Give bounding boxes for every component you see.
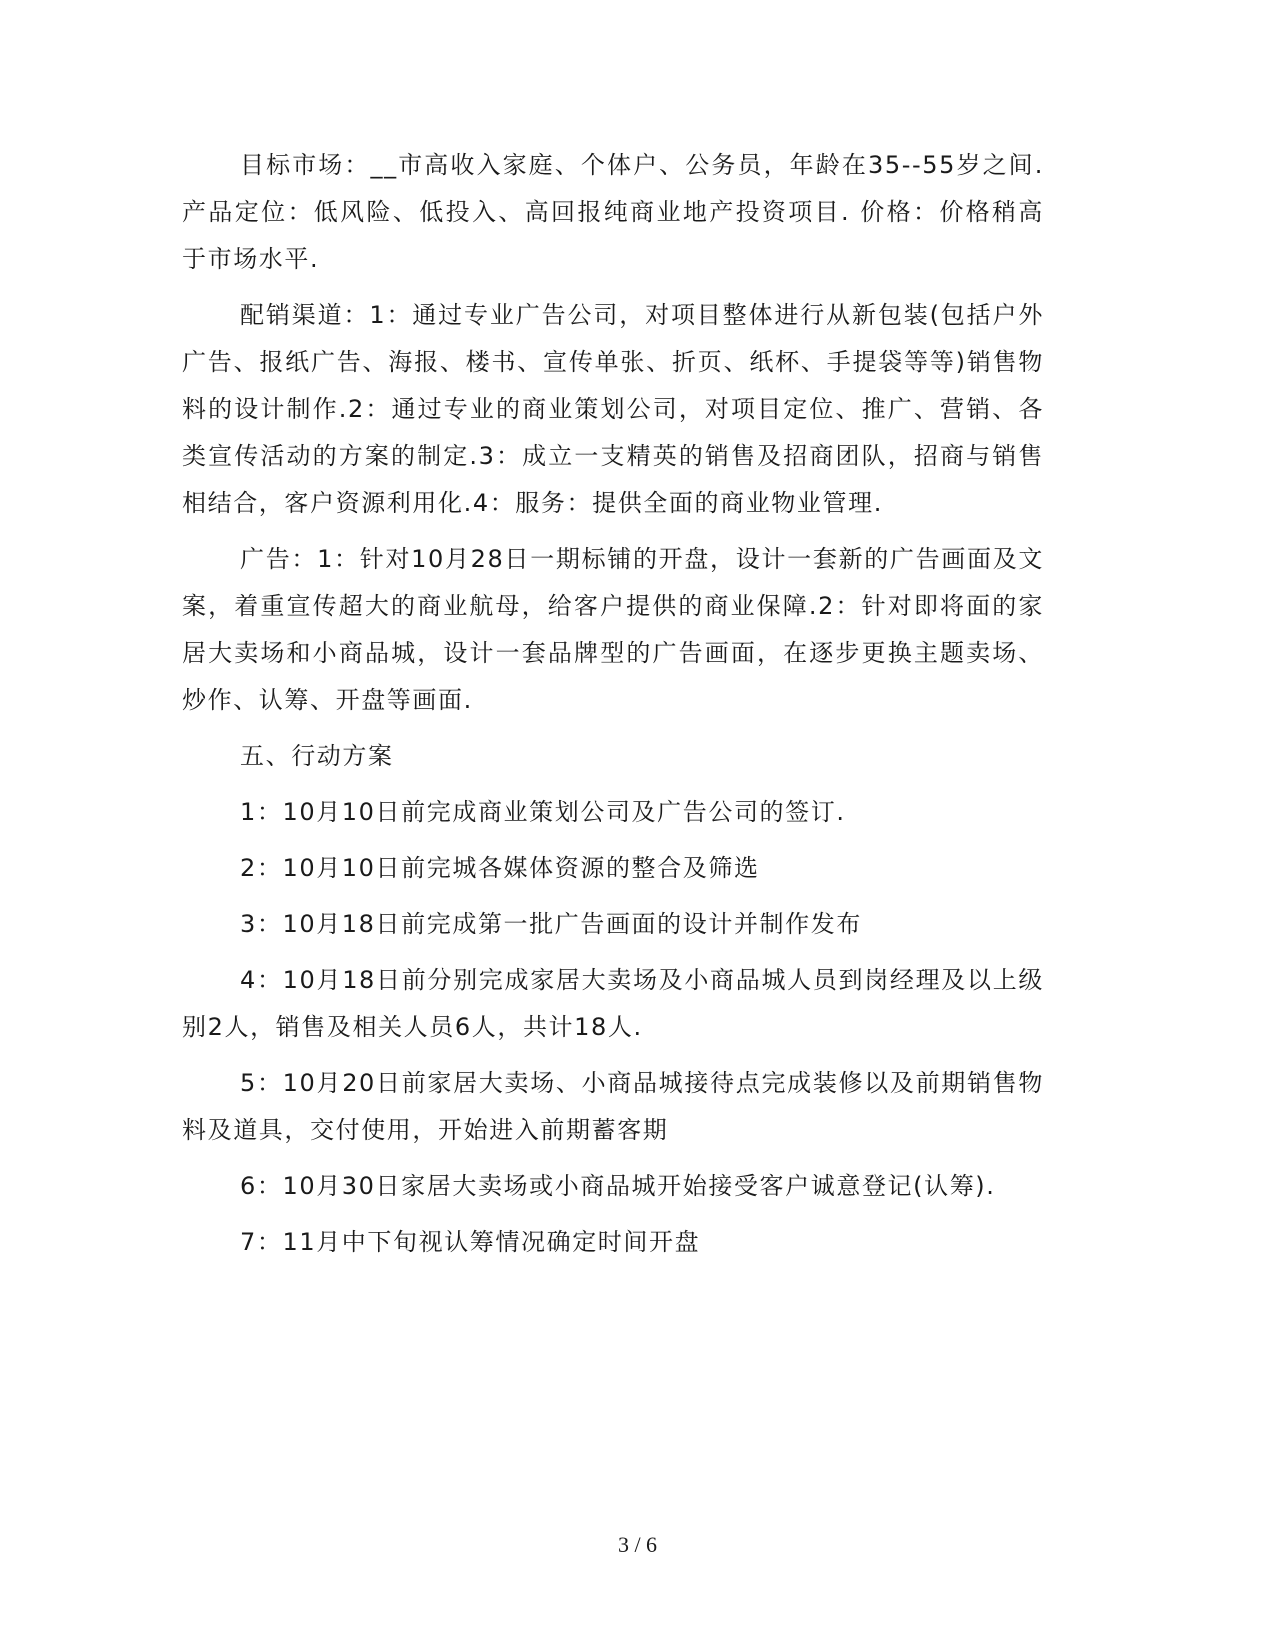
paragraph-target-market: 目标市场：__市高收入家庭、个体户、公务员，年龄在35--55岁之间. 产品定位：低风险、低投入、高回报纯商业地产投资项目. 价格：价格稍高于市场水平. <box>182 151 1044 273</box>
action-item-5: 5：10月20日前家居大卖场、小商品城接待点完成装修以及前期销售物料及道具，交付使用，开始进入前期蓄客期 <box>182 1069 1044 1144</box>
paragraph-distribution-channels: 配销渠道：1：通过专业广告公司，对项目整体进行从新包装(包括户外广告、报纸广告、海报、楼书、宣传单张、折页、纸杯、手提袋等等)销售物料的设计制作.2：通过专业的商业策划公司，对项目定位、推广、营销、各类宣传活动的方案的制定.3：成立一支精英的销售及招商团队，招商与销售相结合，客户资源利用化.4：服务：提供全面的商业物业管理. <box>182 301 1044 517</box>
action-item-3: 3：10月18日前完成第一批广告画面的设计并制作发布 <box>240 910 862 938</box>
action-item-4: 4：10月18日前分别完成家居大卖场及小商品城人员到岗经理及以上级别2人，销售及相关人员6人，共计18人. <box>182 966 1044 1041</box>
action-item-6: 6：10月30日家居大卖场或小商品城开始接受客户诚意登记(认筹). <box>240 1172 996 1200</box>
action-item-7: 7：11月中下旬视认筹情况确定时间开盘 <box>240 1228 701 1256</box>
section-heading-action-plan: 五、行动方案 <box>240 742 394 770</box>
paragraph-advertising: 广告：1：针对10月28日一期标铺的开盘，设计一套新的广告画面及文案，着重宣传超大的商业航母，给客户提供的商业保障.2：针对即将面的家居大卖场和小商品城，设计一套品牌型的广告画面，在逐步更换主题卖场、炒作、认筹、开盘等画面. <box>182 545 1044 714</box>
action-item-2: 2：10月10日前完城各媒体资源的整合及筛选 <box>240 854 760 882</box>
page-number: 3 / 6 <box>617 1532 658 1557</box>
document-body <box>182 142 1044 1275</box>
action-item-1: 1：10月10日前完成商业策划公司及广告公司的签订. <box>240 798 846 826</box>
